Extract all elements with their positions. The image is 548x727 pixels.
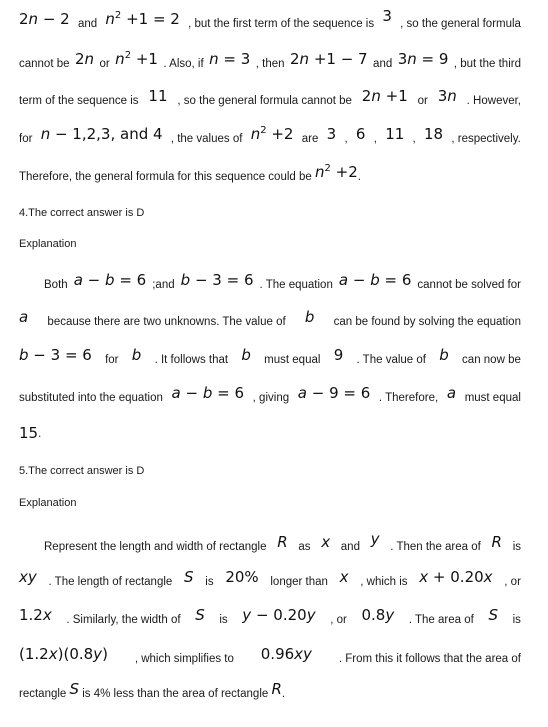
text-fragment: rectangle: [19, 688, 70, 700]
text-fragment: is: [512, 614, 521, 626]
math-expression: [148, 86, 167, 106]
text-run: [163, 54, 203, 74]
math-variable: x: [321, 533, 331, 551]
math-expression: [339, 270, 412, 290]
text-fragment: . From this it follows that the area of: [338, 653, 521, 665]
math-variable: a: [19, 308, 29, 326]
math-variable: a: [338, 271, 349, 289]
text-run: [374, 129, 377, 149]
math-expression: [356, 124, 366, 144]
paragraph-line: [19, 647, 521, 669]
math-variable: n: [28, 10, 39, 28]
paragraph-line: [44, 273, 521, 295]
text-fragment: , which is: [360, 576, 408, 588]
text-run: [379, 388, 438, 408]
math-expression: [105, 9, 179, 29]
math-expression: [115, 49, 158, 69]
math-variable: x: [339, 568, 349, 586]
text-run: [298, 537, 310, 557]
text-fragment: 0.8: [361, 606, 386, 624]
text-fragment: − 2: [38, 10, 70, 28]
math-expression: [439, 345, 449, 365]
text-run: [79, 688, 271, 700]
math-expression: [371, 529, 380, 549]
text-run: [19, 388, 163, 408]
text-run: [264, 350, 320, 370]
text-run: [19, 207, 144, 219]
math-variable: a: [297, 384, 307, 402]
math-expression: [242, 605, 315, 625]
math-expression: [321, 532, 330, 552]
text-run: [260, 275, 333, 295]
math-expression: [271, 680, 281, 698]
text-run: [344, 129, 347, 149]
text-fragment: Explanation: [19, 497, 77, 509]
text-fragment: , giving: [252, 392, 290, 404]
math-variable: a: [171, 384, 181, 402]
math-variable: y: [306, 606, 316, 624]
text-fragment: ): [102, 645, 108, 663]
text-run: [390, 537, 481, 557]
text-run: [467, 91, 521, 111]
answer-heading: [19, 461, 521, 481]
text-fragment: 2: [74, 50, 85, 68]
math-expression: [277, 532, 287, 552]
text-fragment: 15: [19, 424, 39, 442]
text-fragment: 3: [326, 125, 337, 143]
text-run: [360, 572, 407, 592]
math-expression: [362, 86, 408, 106]
text-fragment: . Also, if: [163, 58, 204, 70]
explanation-label: [19, 493, 521, 513]
math-expression: [305, 307, 315, 327]
text-fragment: − 9 = 6: [306, 384, 371, 402]
text-run: [465, 388, 521, 408]
math-expression: [382, 6, 392, 26]
text-fragment: . Similarly, the width of: [66, 614, 181, 626]
text-run: [219, 610, 227, 630]
math-variable: x: [42, 606, 52, 624]
text-fragment: 2: [361, 87, 372, 105]
paragraph-line: [19, 52, 521, 74]
text-run: [19, 171, 315, 183]
text-run: [504, 572, 521, 592]
math-expression: [19, 567, 37, 587]
text-fragment: 3: [437, 87, 448, 105]
text-run: [302, 129, 319, 149]
math-expression: [19, 9, 70, 29]
text-fragment: −: [82, 271, 106, 289]
text-fragment: , but the first term of the sequence is: [188, 18, 375, 30]
text-run: [418, 91, 428, 111]
paragraph-line: [19, 348, 521, 370]
text-fragment: substituted into the equation: [19, 392, 163, 404]
text-fragment: − 0.20: [251, 606, 307, 624]
math-variable: n: [84, 50, 95, 68]
text-run: [171, 129, 243, 149]
text-run: [357, 350, 426, 370]
text-fragment: 9: [333, 346, 344, 364]
text-run: [152, 275, 174, 295]
text-fragment: 18: [424, 125, 444, 143]
math-expression: [438, 86, 457, 106]
text-fragment: 4.The correct answer is D: [19, 207, 145, 219]
math-variable: b: [370, 271, 380, 289]
math-expression: [361, 605, 394, 625]
text-run: [462, 350, 521, 370]
math-variable: S: [488, 606, 498, 624]
math-variable: S: [195, 606, 205, 624]
text-fragment: +2: [266, 125, 294, 143]
text-run: [400, 14, 521, 34]
math-variable: n: [371, 87, 381, 105]
math-expression: [184, 567, 194, 587]
text-run: [256, 54, 285, 74]
text-run: [19, 465, 144, 477]
math-variable: R: [271, 680, 282, 698]
paragraph-line: [19, 682, 521, 704]
text-run: [47, 312, 285, 332]
math-variable: b: [304, 308, 315, 326]
math-expression: [19, 307, 28, 327]
text-fragment: 2: [19, 10, 29, 28]
math-variable: b: [202, 384, 213, 402]
math-variable: n: [115, 50, 125, 68]
text-run: [19, 688, 70, 700]
math-variable: x: [419, 568, 429, 586]
superscript: 2: [114, 10, 122, 21]
text-run: [38, 428, 41, 440]
text-fragment: . It follows that: [154, 354, 229, 366]
text-fragment: 6: [355, 125, 366, 143]
text-fragment: − 1,2,3, and 4: [50, 125, 163, 143]
math-expression: [419, 567, 492, 587]
text-fragment: , but the third: [453, 58, 521, 70]
text-fragment: +1: [131, 50, 158, 68]
math-expression: [74, 270, 147, 290]
math-expression: [492, 532, 502, 552]
paragraph-line: [19, 165, 521, 187]
math-expression: [290, 49, 368, 69]
text-fragment: are: [301, 133, 319, 145]
answer-heading: [19, 203, 521, 223]
text-fragment: , the values of: [170, 133, 243, 145]
text-run: [44, 275, 68, 295]
math-variable: xy: [19, 568, 37, 586]
math-expression: [195, 605, 205, 625]
text-fragment: Explanation: [19, 238, 77, 250]
paragraph-line: [19, 386, 521, 408]
text-fragment: − 3 = 6: [190, 271, 254, 289]
text-fragment: or: [99, 58, 110, 70]
text-fragment: . The area of: [408, 614, 474, 626]
paragraph-line: [19, 422, 521, 444]
math-expression: [315, 163, 358, 181]
math-variable: y: [385, 606, 395, 624]
text-run: [413, 129, 416, 149]
text-fragment: and: [77, 18, 98, 30]
text-run: [19, 497, 77, 509]
math-variable: b: [131, 346, 142, 364]
text-run: [282, 688, 285, 700]
text-run: [155, 350, 229, 370]
text-fragment: , respectively.: [451, 133, 521, 145]
paragraph-line: [19, 7, 521, 34]
text-fragment: 1.2: [19, 606, 43, 624]
text-fragment: − 3 = 6: [28, 346, 92, 364]
math-variable: a: [73, 271, 83, 289]
text-run: [451, 129, 520, 149]
text-fragment: )(0.8: [57, 645, 94, 663]
math-expression: [19, 424, 38, 442]
text-run: [358, 171, 361, 183]
math-expression: [19, 644, 108, 664]
text-fragment: . However,: [466, 95, 521, 107]
text-fragment: is 4% less than the area of rectangle: [79, 688, 272, 700]
text-fragment: can be found by solving the equation: [333, 316, 521, 328]
math-expression: [327, 124, 337, 144]
math-variable: b: [105, 271, 115, 289]
text-run: [454, 54, 521, 74]
text-fragment: . Therefore,: [378, 392, 439, 404]
text-fragment: 11: [385, 125, 405, 143]
math-variable: x: [483, 568, 493, 586]
text-run: [270, 572, 328, 592]
text-run: [177, 91, 352, 111]
text-fragment: , so the general formula: [400, 18, 521, 30]
text-run: [339, 649, 521, 669]
math-expression: [209, 49, 250, 69]
math-variable: n: [314, 163, 325, 181]
math-variable: a: [446, 384, 457, 402]
text-fragment: or: [417, 95, 428, 107]
text-fragment: +1: [380, 87, 408, 105]
text-fragment: term of the sequence is: [19, 95, 139, 107]
math-variable: b: [180, 271, 191, 289]
text-run: [19, 238, 77, 250]
math-variable: S: [184, 568, 194, 586]
paragraph-line: [19, 310, 521, 332]
text-run: [66, 610, 180, 630]
math-expression: [424, 124, 443, 144]
math-expression: [385, 124, 404, 144]
text-fragment: Therefore, the general formula for this sequence could be: [19, 171, 315, 183]
text-run: [78, 14, 97, 34]
text-fragment: , then: [255, 58, 285, 70]
math-expression: [298, 383, 371, 403]
text-fragment: +1 = 2: [121, 10, 180, 28]
math-expression: [172, 383, 245, 403]
text-run: [417, 275, 521, 295]
text-run: [513, 537, 521, 557]
superscript: 2: [324, 163, 331, 174]
math-variable: xy: [294, 645, 312, 663]
math-variable: n: [299, 50, 310, 68]
text-fragment: = 9: [416, 50, 449, 68]
text-fragment: ,: [344, 133, 348, 145]
text-fragment: −: [180, 384, 203, 402]
math-variable: b: [19, 346, 29, 364]
text-fragment: . The length of rectangle: [48, 576, 173, 588]
math-expression: [225, 567, 258, 587]
text-fragment: cannot be solved for: [417, 279, 521, 291]
text-run: [188, 14, 374, 34]
math-variable: x: [48, 645, 58, 663]
text-run: [373, 54, 392, 74]
math-expression: [398, 49, 449, 69]
text-fragment: ,: [412, 133, 416, 145]
text-fragment: , which simplifies to: [134, 653, 234, 665]
text-fragment: Both: [44, 279, 68, 291]
text-fragment: +1 − 7: [309, 50, 368, 68]
text-fragment: ,: [373, 133, 377, 145]
text-fragment: 3: [382, 7, 392, 25]
paragraph-line: [19, 127, 521, 149]
text-fragment: longer than: [270, 576, 328, 588]
math-variable: b: [241, 346, 251, 364]
explanation-label: [19, 234, 521, 254]
text-fragment: .: [38, 428, 42, 440]
math-expression: [251, 124, 294, 144]
math-variable: y: [93, 645, 103, 663]
text-fragment: is: [205, 576, 214, 588]
text-fragment: . The equation: [259, 279, 333, 291]
text-fragment: for: [105, 354, 119, 366]
math-expression: [261, 644, 312, 664]
text-fragment: must equal: [264, 354, 321, 366]
text-fragment: 5.The correct answer is D: [19, 465, 145, 477]
text-run: [44, 537, 266, 557]
math-expression: [340, 567, 349, 587]
text-run: [253, 388, 289, 408]
paragraph-line: [19, 608, 521, 630]
text-fragment: (1.2: [19, 645, 49, 663]
paragraph-line: [44, 530, 521, 557]
text-run: [48, 572, 172, 592]
text-fragment: ;and: [152, 279, 175, 291]
text-fragment: because there are two unknowns. The value of: [47, 316, 286, 328]
text-fragment: = 3: [218, 50, 251, 68]
text-fragment: = 6: [114, 271, 147, 289]
text-fragment: is: [512, 541, 521, 553]
text-fragment: .: [281, 688, 286, 700]
text-run: [19, 54, 70, 74]
text-fragment: 11: [148, 87, 168, 105]
math-variable: y: [370, 530, 380, 548]
math-variable: n: [447, 87, 457, 105]
text-fragment: −: [348, 271, 371, 289]
paragraph-line: [19, 89, 521, 111]
text-run: [205, 572, 213, 592]
text-fragment: + 0.20: [428, 568, 484, 586]
text-run: [330, 610, 347, 630]
text-fragment: = 6: [212, 384, 245, 402]
text-run: [409, 610, 474, 630]
text-fragment: , or: [504, 576, 521, 588]
text-run: [19, 91, 139, 111]
math-expression: [241, 345, 251, 365]
text-fragment: 20%: [225, 568, 259, 586]
text-run: [341, 537, 360, 557]
paragraph-line: [19, 570, 521, 592]
math-expression: [70, 680, 80, 698]
text-run: [513, 610, 521, 630]
text-fragment: cannot be: [19, 58, 70, 70]
text-fragment: 2: [290, 50, 300, 68]
text-fragment: +2: [330, 163, 358, 181]
math-expression: [447, 383, 456, 403]
text-run: [135, 649, 234, 669]
text-fragment: and: [340, 541, 360, 553]
math-expression: [19, 345, 92, 365]
math-expression: [19, 605, 52, 625]
math-variable: n: [40, 125, 51, 143]
text-fragment: can now be: [462, 354, 521, 366]
math-variable: n: [250, 125, 261, 143]
superscript: 2: [124, 50, 132, 61]
text-fragment: . The value of: [356, 354, 426, 366]
text-fragment: Represent the length and width of rectangle: [44, 541, 267, 553]
math-variable: n: [209, 50, 219, 68]
text-run: [99, 54, 109, 74]
text-run: [105, 350, 118, 370]
math-expression: [75, 49, 94, 69]
math-variable: R: [491, 533, 502, 551]
text-fragment: , so the general formula cannot be: [177, 95, 352, 107]
text-fragment: .: [357, 171, 361, 183]
math-variable: b: [439, 346, 449, 364]
text-run: [19, 129, 32, 149]
text-fragment: is: [219, 614, 228, 626]
math-variable: n: [407, 50, 417, 68]
text-run: [334, 312, 521, 332]
math-expression: [132, 345, 142, 365]
math-variable: n: [105, 10, 115, 28]
text-fragment: , or: [330, 614, 347, 626]
math-expression: [181, 270, 254, 290]
text-fragment: as: [298, 541, 311, 553]
math-variable: R: [277, 533, 288, 551]
text-fragment: 0.96: [260, 645, 295, 663]
math-variable: S: [69, 680, 80, 698]
text-fragment: must equal: [464, 392, 521, 404]
text-fragment: = 6: [379, 271, 412, 289]
text-fragment: 3: [397, 50, 408, 68]
math-expression: [334, 345, 344, 365]
text-fragment: for: [19, 133, 33, 145]
math-variable: y: [242, 606, 252, 624]
superscript: 2: [260, 125, 267, 136]
text-fragment: and: [373, 58, 393, 70]
math-expression: [41, 124, 163, 144]
text-fragment: . Then the area of: [390, 541, 481, 553]
math-expression: [488, 605, 498, 625]
